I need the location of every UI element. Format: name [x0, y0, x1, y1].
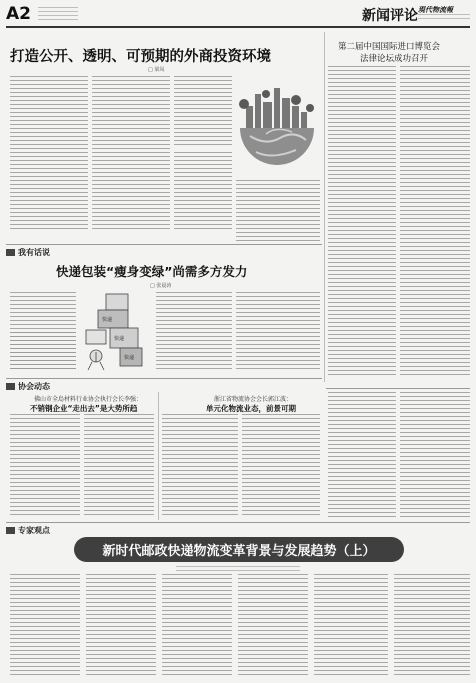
expo-headline-line2: 法律论坛成功召开: [360, 54, 429, 64]
postal-col-5: [314, 574, 388, 676]
packaging-headline: 快递包装“瘦身变绿”尚需多方发力: [56, 264, 248, 279]
cooperation-section-label: [6, 381, 50, 392]
opinion-section-title: 我有话说: [18, 248, 50, 257]
postal-col-6: [394, 574, 470, 676]
postal-col-1: [10, 574, 80, 676]
expo-headline-line1: 第二届中国国际进口博览会: [338, 42, 441, 52]
cooperation-section-title: 协会动态: [18, 382, 50, 391]
postal-banner-title: 新时代邮政快递物流变革背景与发展趋势（上）: [102, 544, 376, 559]
postal-byline: [176, 566, 300, 571]
expo-col-2: [400, 66, 470, 376]
cooperation-rule: [6, 378, 322, 379]
packaging-col-2: [156, 292, 232, 372]
lead-headline: 打造公开、透明、可预期的外商投资环境: [10, 49, 271, 65]
parcel-label-2: 快递: [114, 336, 125, 342]
assoc-right-col-2: [242, 414, 320, 518]
paper-name-logo: 現代物流報: [418, 5, 453, 14]
section-marker-icon: [6, 527, 15, 534]
header-date-text: [38, 7, 78, 20]
assoc-divider: [158, 392, 159, 520]
assoc-right-kicker: 浙江省物流协会会长郭江波：: [214, 396, 293, 403]
lead-col-4-bottom: [236, 180, 320, 230]
parcel-label-3: 快递: [124, 355, 135, 361]
packaging-byline: □ 张晨涛: [150, 283, 172, 289]
right-lower-rule: [326, 388, 470, 389]
postal-col-4: [238, 574, 308, 676]
lead-col-3-top: [174, 76, 232, 148]
postal-col-2: [86, 574, 156, 676]
section-marker-icon: [6, 249, 15, 256]
lead-byline: □ 梁凤: [148, 67, 165, 73]
page-number: A2: [6, 4, 31, 24]
assoc-right-col-1: [162, 414, 238, 518]
parcel-pile-illustration: [80, 290, 152, 372]
masthead-title: 新闻评论: [362, 8, 418, 24]
right-lower-col-1: [328, 392, 396, 518]
expert-rule: [6, 522, 470, 523]
lead-bottom-strip: [236, 232, 320, 242]
assoc-left-col-1: [10, 414, 80, 518]
right-lower-col-2: [400, 392, 470, 518]
postal-col-3: [162, 574, 232, 676]
expert-section-title: 专家观点: [18, 526, 50, 535]
city-globe-illustration: [236, 76, 318, 176]
expo-col-1: [328, 66, 396, 376]
assoc-left-kicker: 佛山市全島材料行业协会执行会长李强：: [34, 396, 143, 403]
masthead-subtext: [418, 14, 470, 20]
postal-banner: [74, 537, 404, 562]
assoc-left-col-2: [84, 414, 154, 518]
section-marker-icon: [6, 383, 15, 390]
lead-col-1: [10, 76, 88, 230]
parcel-label-1: 快递: [102, 317, 113, 323]
expo-divider: [324, 32, 325, 382]
assoc-left-headline: 不销钢企业“走出去”是大势所趋: [30, 404, 138, 413]
header-rule: [6, 26, 470, 28]
lead-col-3-bottom: [174, 152, 232, 230]
assoc-right-headline: 单元化物流业态，前景可期: [206, 404, 296, 413]
opinion-section-label: [6, 247, 50, 258]
lead-col-2: [92, 76, 170, 230]
opinion-rule: [6, 244, 322, 245]
packaging-col-1-lower: [10, 332, 76, 372]
packaging-col-3: [236, 292, 320, 372]
expert-section-label: [6, 525, 50, 536]
